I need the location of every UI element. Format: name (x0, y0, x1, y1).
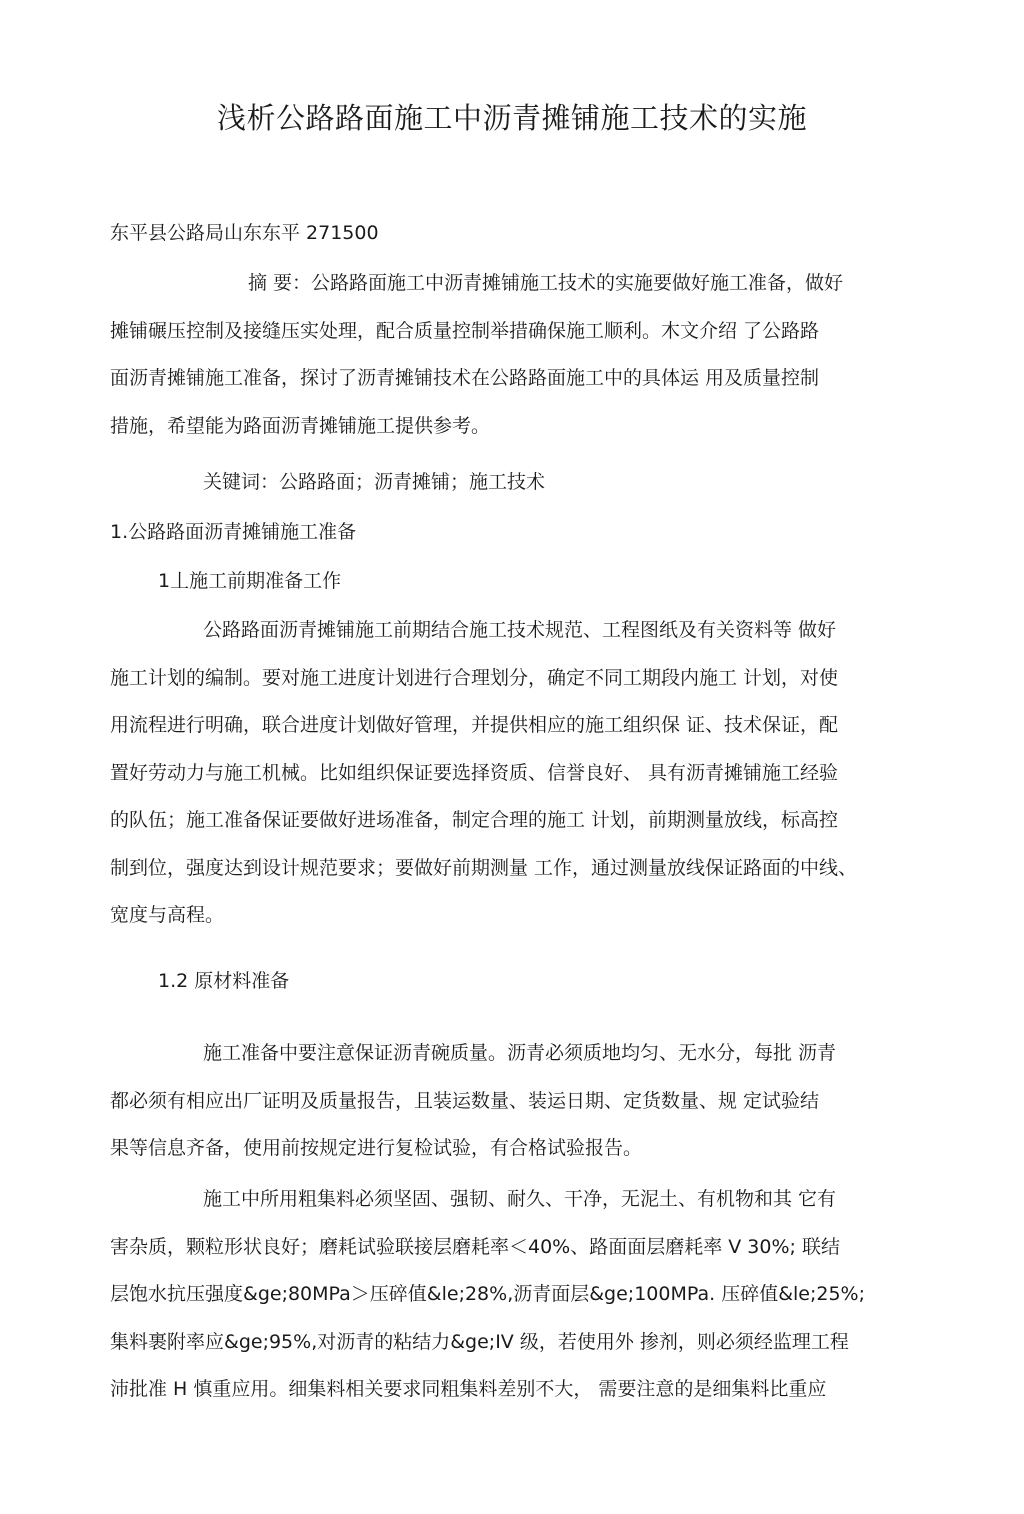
paragraph-line: 宽度与高程。 (110, 904, 225, 926)
paragraph-line: 都必须有相应出厂证明及质量报告，且装运数量、装运日期、定货数量、规 定试验结 (110, 1089, 820, 1112)
section-heading-1-2: 1.2 原材料准备 (158, 970, 290, 992)
section-1-2-paragraph-1 (110, 1030, 918, 1173)
paragraph-line: 层饱水抗压强度&ge;80MPa＞压碎值&le;28%,沥青面层&ge;100MPa. 压碎值&le;25%; (110, 1283, 866, 1305)
document-title: 浅析公路路面施工中沥青摊铺施工技术的实施 (216, 101, 807, 135)
paragraph-line: 施工准备中要注意保证沥青碗质量。沥青必须质地均匀、无水分，每批 沥青 (203, 1042, 837, 1064)
section-1-1-paragraph (110, 607, 918, 940)
abstract-line: 面沥青摊铺施工准备，探讨了沥青摊铺技术在公路路面施工中的具体运 用及质量控制 (110, 367, 820, 389)
paragraph-line: 害杂质，颗粒形状良好；磨耗试验联接层磨耗率＜40%、路面面层磨耗率 V 30%; 联结 (110, 1235, 840, 1258)
section-heading-1: 1.公路路面沥青摊铺施工准备 (110, 521, 357, 543)
abstract-line: 摊铺碾压控制及接缝压实处理，配合质量控制举措确保施工顺利。木文介绍 了公路路 (110, 319, 820, 342)
paragraph-line: 沛批准 H 慎重应用。细集料相关要求同粗集料差别不大， 需要注意的是细集料比重应 (110, 1378, 827, 1400)
paragraph-line: 的队伍；施工准备保证要做好进场准备，制定合理的施工 计划，前期测量放线，标高控 (110, 809, 839, 831)
paragraph-line: 用流程进行明确，联合进度计划做好管理，并提供相应的施工组织保 证、技术保证，配 (110, 714, 839, 736)
abstract-line: 摘 要：公路路面施工中沥青摊铺施工技术的实施要做好施工准备，做好 (248, 272, 844, 294)
paragraph-line: 集料裹附率应&ge;95%,对沥青的粘结力&ge;IV 级，若使用外 掺剂，则必须经监理工程 (110, 1330, 849, 1353)
abstract-line: 措施，希望能为路面沥青摊铺施工提供参考。 (110, 414, 491, 437)
paragraph-line: 果等信息齐备，使用前按规定进行复检试验，有合格试验报告。 (110, 1137, 643, 1159)
section-1-2-paragraph-2 (110, 1176, 918, 1414)
abstract-paragraph (110, 260, 918, 450)
paragraph-line: 施工计划的编制。要对施工进度计划进行合理划分，确定不同工期段内施工 计划，对使 (110, 666, 839, 689)
paragraph-line: 施工中所用粗集料必须坚固、强韧、耐久、干净，无泥土、有机物和其 它有 (203, 1188, 837, 1210)
section-heading-1-1: 1丄施工前期准备工作 (158, 570, 342, 592)
paragraph-line: 制到位，强度达到设计规范要求；要做好前期测量 工作，通过测量放线保证路面的中线、 (110, 856, 858, 879)
keywords: 关键词：公路路面；沥青摊铺；施工技术 (203, 471, 546, 493)
paragraph-line: 公路路面沥青摊铺施工前期结合施工技术规范、工程图纸及有关资料等 做好 (203, 619, 837, 641)
author-affiliation: 东平县公路局山东东平 271500 (110, 222, 379, 244)
paragraph-line: 置好劳动力与施工机械。比如组织保证要选择资质、信誉良好、 具有沥青摊铺施工经验 (110, 761, 839, 784)
